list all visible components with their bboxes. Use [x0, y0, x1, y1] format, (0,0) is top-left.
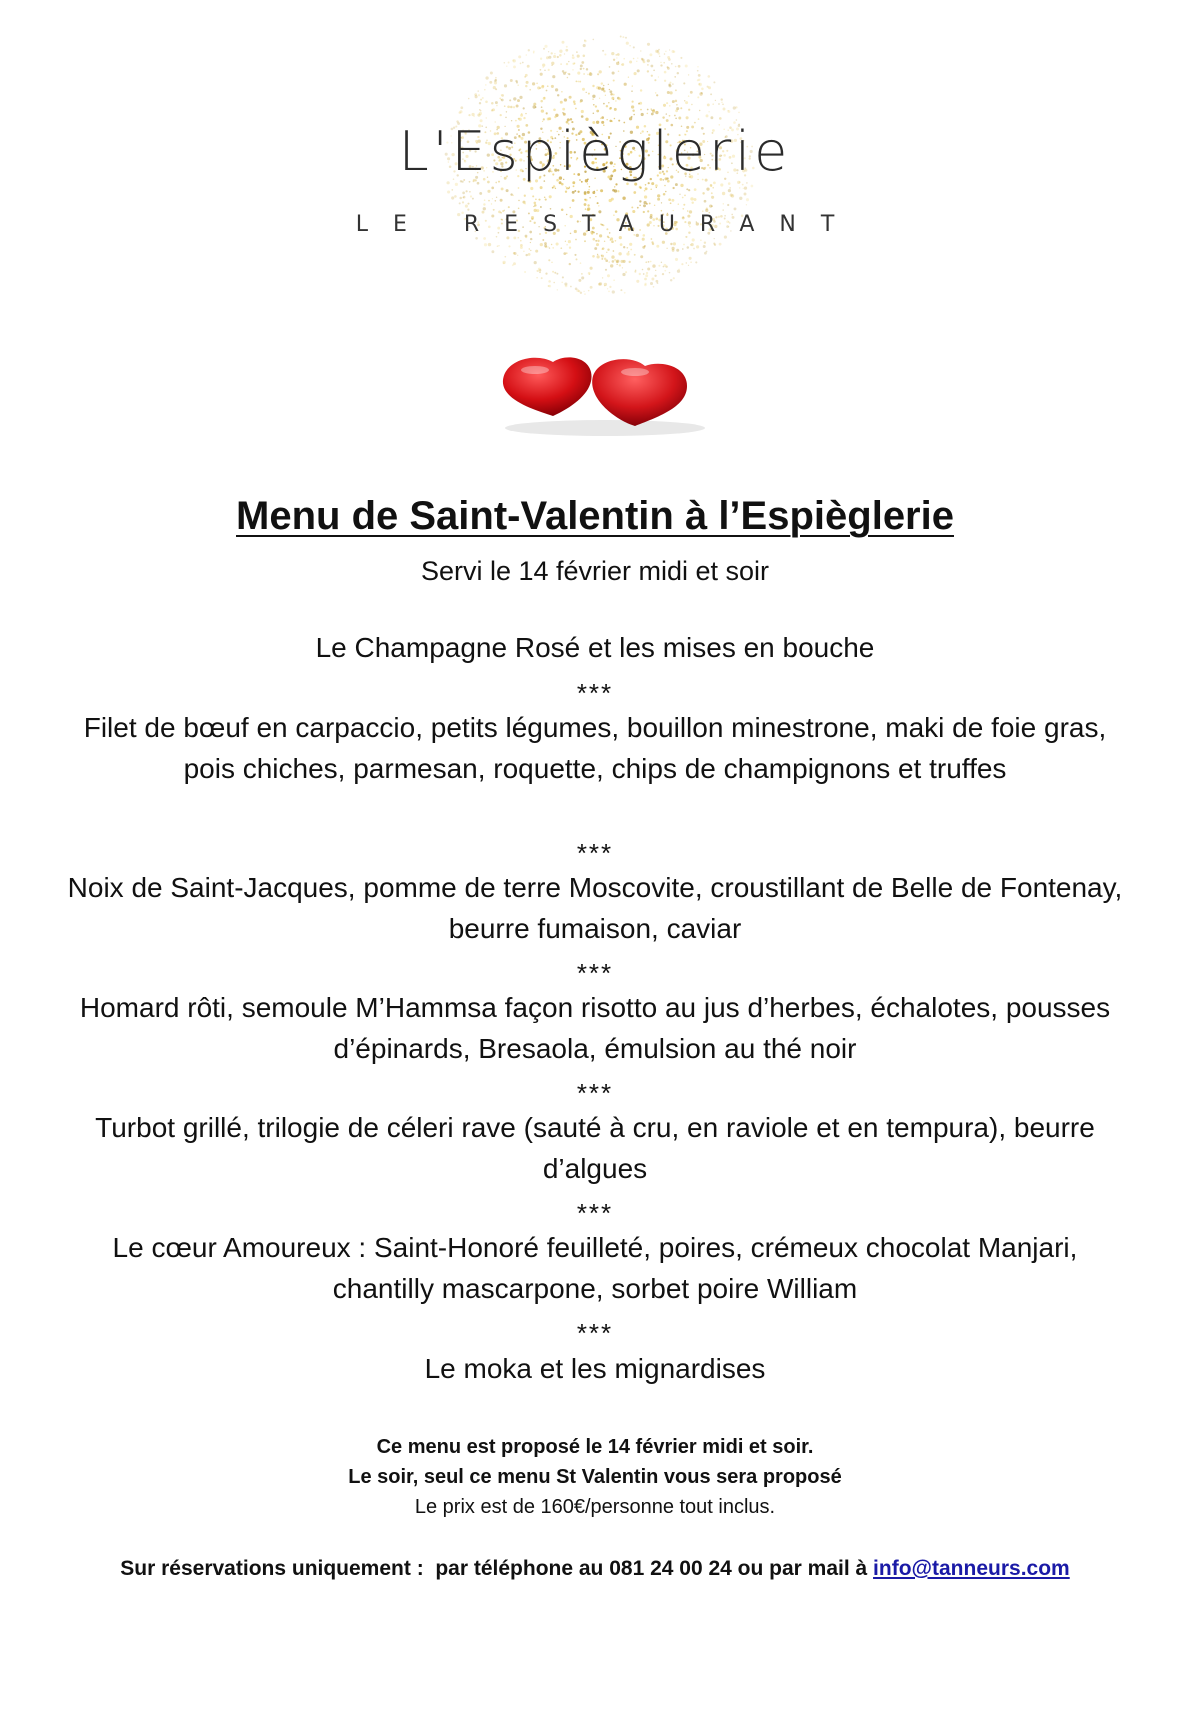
course-separator: ***	[576, 838, 614, 868]
price-line: Le prix est de 160€/personne tout inclus.	[414, 1496, 776, 1518]
reservation-info	[60, 1557, 1130, 1581]
note-line: Le soir, seul ce menu St Valentin vous sera proposé	[348, 1466, 842, 1488]
logo	[0, 0, 1190, 310]
course-item: Le moka et les mignardises	[424, 1353, 766, 1384]
email-link[interactable]: info@tanneurs.com	[873, 1557, 1070, 1580]
course-item: Noix de Saint-Jacques, pomme de terre Moscovite, croustillant de Belle de Fontenay, beurre fumaison, caviar	[67, 872, 1123, 944]
menu-subtitle: Servi le 14 février midi et soir	[420, 556, 770, 586]
course-separator: ***	[576, 1198, 614, 1228]
course-separator: ***	[576, 1078, 614, 1108]
course-item: Filet de bœuf en carpaccio, petits légumes, bouillon minestrone, maki de foie gras, pois chiches, parmesan, roquette, chips de champignons et truffes	[83, 712, 1107, 784]
course-separator: ***	[576, 678, 614, 708]
hearts-image	[495, 340, 715, 440]
course-item: Turbot grillé, trilogie de céleri rave (sauté à cru, en raviole et en tempura), beurre d’algues	[95, 1112, 1095, 1184]
course-item: Le cœur Amoureux : Saint-Honoré feuilleté, poires, crémeux chocolat Manjari, chantilly mascarpone, sorbet poire William	[112, 1232, 1078, 1304]
course-separator: ***	[576, 1318, 614, 1348]
note-line: Ce menu est proposé le 14 février midi et soir.	[376, 1436, 814, 1458]
menu-title: Menu de Saint-Valentin à l’Espièglerie	[236, 494, 954, 538]
course-item: Le Champagne Rosé et les mises en bouche	[315, 632, 875, 663]
menu-notes	[60, 1432, 1130, 1522]
logo-name: L'Espièglerie	[398, 120, 792, 183]
course-separator: ***	[576, 958, 614, 988]
reservation-text: Sur réservations uniquement : par téléphone au 081 24 00 24 ou par mail à	[120, 1557, 874, 1580]
course-item: Homard rôti, semoule M’Hammsa façon risotto au jus d’herbes, échalotes, pousses d’épinards, Bresaola, émulsion au thé noir	[79, 992, 1111, 1064]
logo-subtitle: LE RESTAURANT	[355, 212, 860, 237]
